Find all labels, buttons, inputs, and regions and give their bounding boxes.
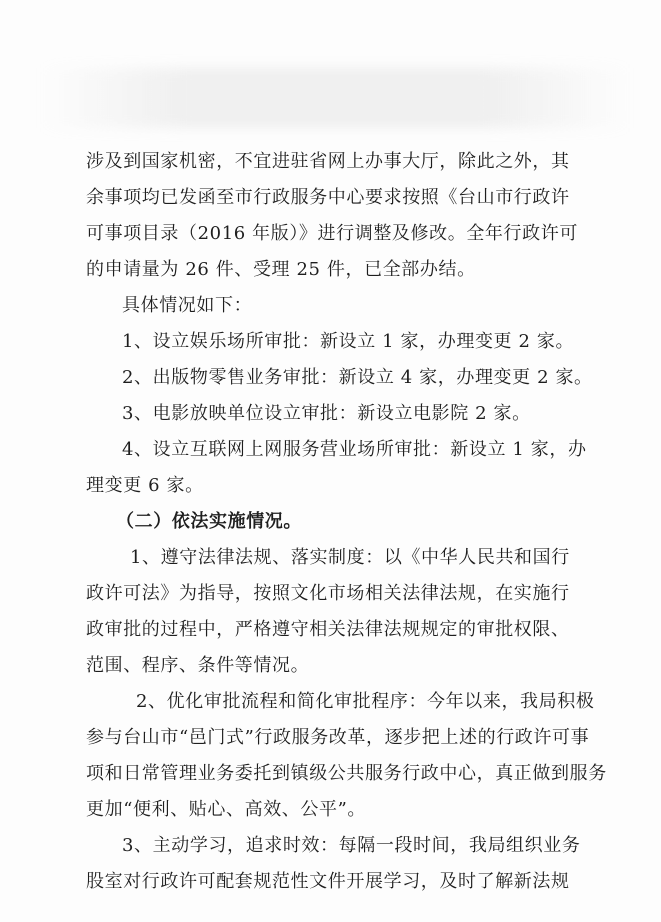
paragraph-line: 股室对行政许可配套规范性文件开展学习，及时了解新法规 (86, 871, 570, 892)
paragraph-line: 3、主动学习，追求时效：每隔一段时间，我局组织业务 (122, 835, 581, 856)
list-item-continuation: 理变更 6 家。 (86, 475, 204, 496)
list-item: 2、出版物零售业务审批：新设立 4 家，办理变更 2 家。 (122, 367, 593, 388)
paragraph-line: 可事项目录（2016 年版）》进行调整及修改。全年行政许可 (86, 223, 578, 244)
paragraph-line: 项和日常管理业务委托到镇级公共服务行政中心，真正做到服务 (86, 763, 607, 784)
paragraph-line: 的申请量为 26 件、受理 25 件，已全部办结。 (86, 259, 476, 280)
list-item: 1、设立娱乐场所审批：新设立 1 家，办理变更 2 家。 (122, 331, 575, 352)
paragraph-line: 政许可法》为指导，按照文化市场相关法律法规，在实施行 (86, 583, 570, 604)
list-intro: 具体情况如下： (122, 295, 253, 316)
paragraph-line: 参与台山市“邑门式”行政服务改革，逐步把上述的行政许可事 (86, 727, 590, 748)
paragraph-line: 2、优化审批流程和简化审批程序：今年以来，我局积极 (136, 691, 595, 712)
paragraph-line: 政审批的过程中，严格遵守相关法律法规规定的审批权限、 (86, 619, 570, 640)
paragraph-line: 1、遵守法律法规、落实制度：以《中华人民共和国行 (130, 547, 570, 568)
list-item: 3、电影放映单位设立审批：新设立电影院 2 家。 (122, 403, 531, 424)
paragraph-line: 范围、程序、条件等情况。 (86, 655, 310, 676)
paragraph-line: 余事项均已发函至市行政服务中心要求按照《台山市行政许 (86, 187, 570, 208)
list-item: 4、设立互联网上网服务营业场所审批：新设立 1 家，办 (122, 439, 587, 460)
paragraph-line: 更加“便利、贴心、高效、公平”。 (86, 799, 367, 820)
paragraph-line: 涉及到国家机密，不宜进驻省网上办事大厅，除此之外，其 (86, 151, 570, 172)
section-heading: （二）依法实施情况。 (116, 511, 302, 532)
